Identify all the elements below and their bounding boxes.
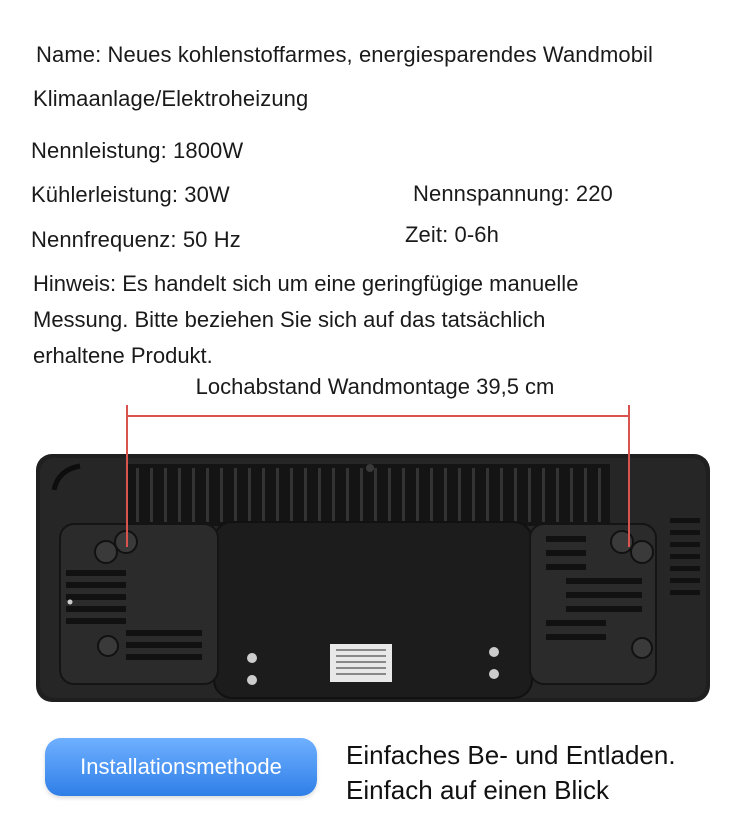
spec-nennspannung: Nennspannung: 220 xyxy=(413,181,613,206)
spec-nennfrequenz: Nennfrequenz: 50 Hz xyxy=(31,227,241,252)
note-line-2: Messung. Bitte beziehen Sie sich auf das tatsächlich xyxy=(33,307,546,332)
spec-name-line1: Name: Neues kohlenstoffarmes, energiesparendes Wandmobil xyxy=(36,42,654,67)
hole-distance-label xyxy=(0,374,750,400)
note-line-3: erhaltene Produkt. xyxy=(33,343,213,368)
dimension-marker-right xyxy=(628,405,630,547)
spec-kuehlerleistung: Kühlerleistung: 30W xyxy=(31,182,230,207)
note-line-1: Hinweis: Es handelt sich um eine geringfügige manuelle xyxy=(33,271,579,296)
promo-line-2: Einfach auf einen Blick xyxy=(346,775,610,805)
heater-back-panel-illustration xyxy=(36,452,710,704)
hole-distance-text: Lochabstand Wandmontage 39,5 cm xyxy=(195,374,555,399)
spec-name-line2: Klimaanlage/Elektroheizung xyxy=(33,86,309,111)
measurement-note xyxy=(33,266,673,374)
dimension-line xyxy=(127,415,630,417)
promo-text xyxy=(346,738,676,808)
installation-method-label: Installationsmethode xyxy=(80,754,282,779)
dimension-marker-left xyxy=(126,405,128,547)
promo-line-1: Einfaches Be- und Entladen. xyxy=(346,740,676,770)
installation-method-button[interactable] xyxy=(45,738,317,796)
spec-zeit: Zeit: 0-6h xyxy=(405,222,499,247)
top-vent xyxy=(128,464,610,526)
spec-nennleistung: Nennleistung: 1800W xyxy=(31,138,244,163)
